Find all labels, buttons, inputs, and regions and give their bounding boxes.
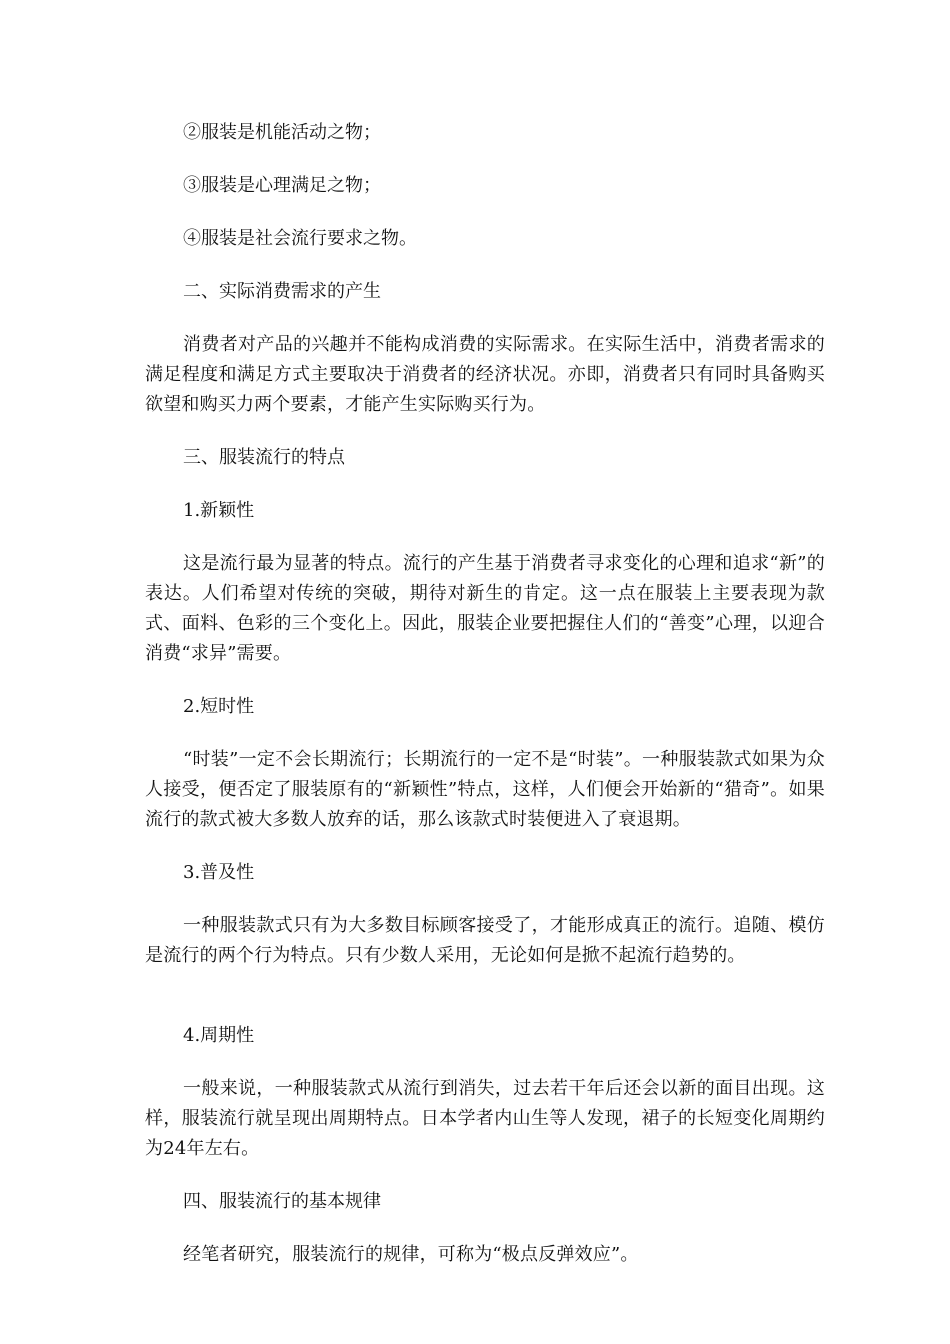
subsection-heading: 3.普及性 bbox=[183, 862, 255, 883]
document-body bbox=[145, 118, 825, 1293]
paragraph: 经笔者研究，服装流行的规律，可称为“极点反弹效应”。 bbox=[183, 1244, 639, 1265]
paragraph: 这是流行最为显著的特点。流行的产生基于消费者寻求变化的心理和追求“新”的表达。人们希望对传统的突破，期待对新生的肯定。这一点在服装上主要表现为款式、面料、色彩的三个变化上。因此，服装企业要把握住人们的“善变”心理，以迎合消费“求异”需要。 bbox=[145, 553, 825, 664]
subsection-heading: 1.新颖性 bbox=[183, 500, 255, 521]
section-heading: 二、实际消费需求的产生 bbox=[183, 281, 381, 302]
paragraph: 一种服装款式只有为大多数目标顾客接受了，才能形成真正的流行。追随、模仿是流行的两个行为特点。只有少数人采用，无论如何是掀不起流行趋势的。 bbox=[145, 915, 825, 966]
section-heading: 三、服装流行的特点 bbox=[183, 447, 345, 468]
paragraph: “时装”一定不会长期流行；长期流行的一定不是“时装”。一种服装款式如果为众人接受，便否定了服装原有的“新颖性”特点，这样，人们便会开始新的“猎奇”。如果流行的款式被大多数人放弃的话，那么该款式时装便进入了衰退期。 bbox=[145, 749, 825, 830]
paragraph: 一般来说，一种服装款式从流行到消失，过去若干年后还会以新的面目出现。这样，服装流行就呈现出周期特点。日本学者内山生等人发现，裙子的长短变化周期约为24年左右。 bbox=[145, 1078, 825, 1159]
list-item: ②服装是机能活动之物； bbox=[183, 122, 381, 143]
subsection-heading: 2.短时性 bbox=[183, 696, 255, 717]
subsection-heading: 4.周期性 bbox=[183, 1025, 255, 1046]
paragraph: 消费者对产品的兴趣并不能构成消费的实际需求。在实际生活中，消费者需求的满足程度和满足方式主要取决于消费者的经济状况。亦即，消费者只有同时具备购买欲望和购买力两个要素，才能产生实际购买行为。 bbox=[145, 334, 825, 415]
list-item: ③服装是心理满足之物； bbox=[183, 175, 381, 196]
list-item: ④服装是社会流行要求之物。 bbox=[183, 228, 417, 249]
section-heading: 四、服装流行的基本规律 bbox=[183, 1191, 381, 1212]
